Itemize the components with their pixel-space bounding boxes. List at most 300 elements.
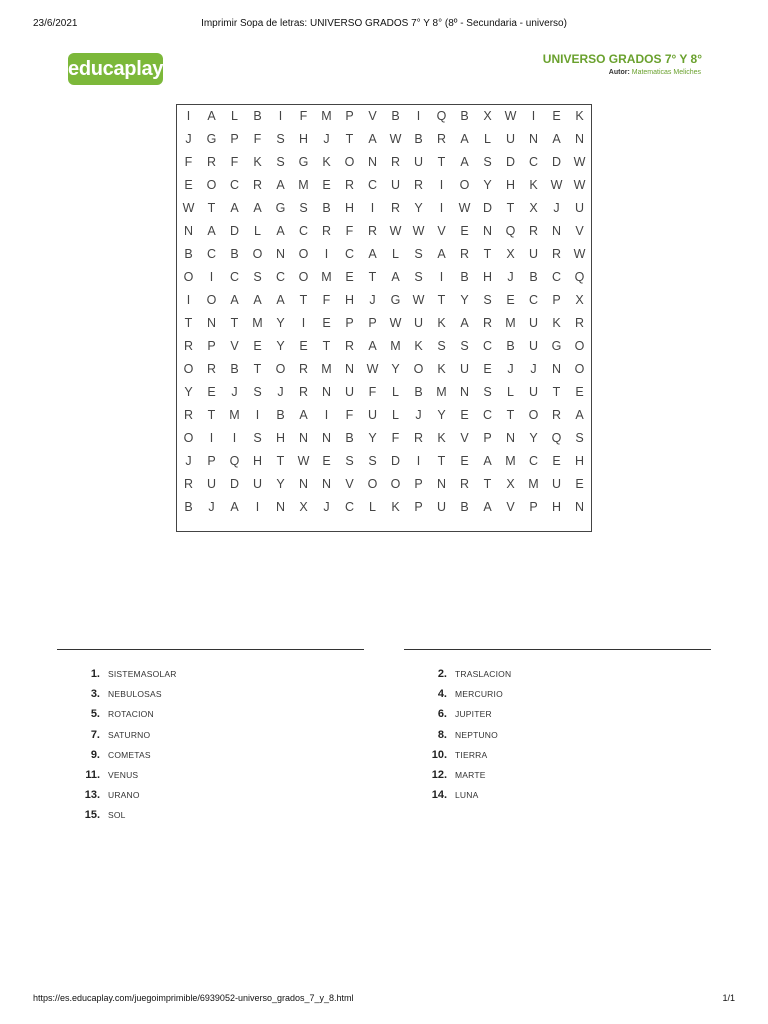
grid-cell: O [574,339,585,353]
grid-cell: T [506,201,515,215]
grid-cell: C [528,293,539,307]
grid-cell: M [321,270,332,284]
grid-cell: R [390,201,401,215]
grid-cell: A [276,224,285,238]
grid-cell: P [483,431,492,445]
grid-cell: B [460,500,469,514]
grid-cell: B [253,109,262,123]
grid-cell: Q [229,454,240,468]
grid-cell: O [275,362,286,376]
grid-cell: H [574,454,585,468]
grid-cell: T [207,408,216,422]
grid-cell: O [459,178,470,192]
word-number: 8. [437,728,447,741]
grid-cell: N [298,477,309,491]
grid-cell: D [229,477,240,491]
grid-cell: F [391,431,400,445]
grid-cell: V [230,339,239,353]
grid-cell: A [299,408,308,422]
grid-cell: G [551,339,562,353]
grid-cell: F [345,224,354,238]
grid-cell: N [574,132,585,146]
grid-cell: U [436,500,447,514]
word-number: 12. [431,769,447,781]
author-name[interactable]: Matematicas Meliches [631,69,701,76]
grid-cell: F [345,408,354,422]
grid-cell: N [551,362,562,376]
grid-cell: A [207,109,216,123]
grid-cell: I [370,201,375,215]
grid-cell: E [322,454,331,468]
grid-cell: J [507,362,514,376]
grid-cell: W [550,178,563,192]
grid-cell: W [573,178,586,192]
word-search-grid [176,104,592,532]
grid-cell: U [252,477,263,491]
grid-cell: S [299,201,308,215]
grid-cell: S [253,385,262,399]
grid-cell: R [344,339,355,353]
grid-cell: M [252,316,263,330]
grid-cell: K [437,362,446,376]
grid-cell: E [207,385,216,399]
grid-cell: O [344,155,355,169]
grid-cell: L [507,385,514,399]
grid-cell: O [183,270,194,284]
grid-cell: T [322,339,331,353]
grid-cell: R [551,247,562,261]
grid-cell: W [504,109,517,123]
grid-cell: S [345,454,354,468]
grid-cell: J [369,293,376,307]
grid-cell: O [528,408,539,422]
grid-cell: R [344,178,355,192]
grid-cell: H [482,270,493,284]
grid-cell: B [345,431,354,445]
grid-cell: E [552,454,561,468]
grid-cell: T [437,293,446,307]
grid-cell: M [321,362,332,376]
grid-cell: T [368,270,377,284]
print-title: Imprimir Sopa de letras: UNIVERSO GRADOS 7° Y 8° (8º - Secundaria - universo) [201,18,567,29]
print-date: 23/6/2021 [33,18,78,29]
grid-cell: Y [529,431,538,445]
grid-cell: U [413,155,424,169]
grid-cell: B [230,247,239,261]
grid-cell: V [460,431,469,445]
grid-cell: J [553,201,560,215]
grid-cell: M [390,339,401,353]
grid-cell: R [459,477,470,491]
word-label: NEPTUNO [455,729,498,740]
grid-cell: P [414,500,423,514]
grid-cell: P [230,132,239,146]
grid-cell: B [414,385,423,399]
grid-cell: X [575,293,584,307]
grid-cell: S [276,132,285,146]
grid-cell: P [552,293,561,307]
grid-cell: K [322,155,331,169]
word-number: 15. [84,809,100,822]
grid-cell: R [183,339,194,353]
word-number: 4. [437,688,447,701]
grid-cell: M [298,178,309,192]
grid-cell: E [299,339,308,353]
grid-cell: C [551,270,562,284]
grid-cell: J [415,408,422,422]
grid-cell: E [483,362,492,376]
grid-cell: R [482,316,493,330]
grid-cell: U [528,247,539,261]
grid-cell: R [436,132,447,146]
grid-cell: Q [574,270,585,284]
grid-cell: N [321,477,332,491]
divider-right [404,649,711,650]
grid-cell: R [298,385,309,399]
grid-cell: I [278,109,283,123]
grid-cell: P [207,454,216,468]
grid-cell: B [529,270,538,284]
grid-cell: L [369,500,376,514]
grid-cell: H [551,500,562,514]
grid-cell: U [528,339,539,353]
grid-cell: C [229,178,240,192]
grid-cell: E [575,477,584,491]
grid-cell: Y [414,201,423,215]
grid-cell: W [389,224,402,238]
grid-cell: Q [551,431,562,445]
grid-cell: C [528,155,539,169]
grid-cell: Y [437,408,446,422]
grid-cell: W [573,155,586,169]
grid-cell: V [345,477,354,491]
grid-cell: I [186,109,191,123]
grid-cell: B [184,500,193,514]
grid-cell: A [230,500,239,514]
grid-cell: Y [391,362,400,376]
word-number: 14. [431,789,447,802]
word-number: 13. [84,789,100,802]
grid-cell: N [367,155,378,169]
grid-cell: A [368,247,377,261]
grid-cell: X [506,477,515,491]
divider-left [57,649,364,650]
grid-cell: F [230,155,239,169]
grid-cell: E [460,454,469,468]
grid-cell: L [254,224,261,238]
grid-cell: Y [483,178,492,192]
word-number: 6. [437,708,447,721]
grid-cell: H [505,178,516,192]
grid-cell: E [552,109,561,123]
grid-cell: F [184,155,193,169]
grid-cell: Y [276,477,285,491]
grid-cell: U [505,132,516,146]
grid-cell: M [505,454,516,468]
grid-cell: J [185,454,192,468]
grid-cell: T [230,316,239,330]
grid-cell: T [299,293,308,307]
grid-cell: R [183,408,194,422]
grid-cell: D [551,155,562,169]
grid-cell: A [483,454,492,468]
grid-cell: M [321,109,332,123]
grid-cell: A [437,247,446,261]
grid-cell: M [528,477,539,491]
grid-cell: L [392,408,399,422]
grid-cell: N [574,500,585,514]
grid-cell: B [230,362,239,376]
grid-cell: C [367,178,378,192]
grid-cell: U [551,477,562,491]
grid-cell: P [345,109,354,123]
word-number: 9. [90,748,100,761]
grid-cell: P [368,316,377,330]
grid-cell: A [460,316,469,330]
word-label: NEBULOSAS [108,689,162,700]
grid-cell: G [206,132,217,146]
grid-cell: M [229,408,240,422]
grid-cell: I [416,109,421,123]
grid-cell: D [229,224,240,238]
grid-cell: Q [505,224,516,238]
grid-cell: E [506,293,515,307]
grid-cell: K [414,339,423,353]
footer-url: https://es.educaplay.com/juegoimprimible/6939052-universo_grados_7_y_8.html [33,993,354,1003]
grid-cell: T [506,408,515,422]
grid-cell: J [530,362,537,376]
grid-cell: O [574,362,585,376]
grid-cell: J [323,500,330,514]
word-label: URANO [108,790,140,801]
word-number: 10. [431,748,447,761]
grid-cell: I [209,431,214,445]
grid-cell: I [186,293,191,307]
grid-cell: O [206,178,217,192]
grid-cell: I [531,109,536,123]
grid-cell: U [390,178,401,192]
grid-cell: K [575,109,584,123]
grid-cell: Y [184,385,193,399]
game-title: UNIVERSO GRADOS 7° Y 8° [542,52,702,66]
grid-cell: P [414,477,423,491]
grid-cell: E [322,316,331,330]
grid-cell: N [275,500,286,514]
grid-cell: D [505,155,516,169]
word-label: TRASLACION [455,669,512,679]
word-label: COMETAS [108,749,151,760]
grid-cell: N [275,247,286,261]
word-number: 1. [90,668,100,680]
grid-cell: X [529,201,538,215]
grid-cell: W [573,247,586,261]
grid-cell: R [321,224,332,238]
grid-cell: W [366,362,379,376]
grid-cell: T [276,454,285,468]
grid-cell: B [276,408,285,422]
word-label: LUNA [455,790,479,801]
grid-cell: I [301,316,306,330]
grid-cell: I [439,178,444,192]
grid-cell: N [528,132,539,146]
grid-cell: A [391,270,400,284]
word-number: 3. [90,688,100,701]
grid-cell: S [483,385,492,399]
educaplay-logo[interactable]: educaplay [68,53,163,85]
grid-cell: V [575,224,584,238]
grid-cell: N [482,224,493,238]
grid-cell: S [253,431,262,445]
grid-cell: N [344,362,355,376]
word-label: SOL [108,810,126,821]
grid-cell: I [209,270,214,284]
grid-cell: X [299,500,308,514]
grid-cell: I [416,454,421,468]
grid-cell: U [413,316,424,330]
grid-cell: B [184,247,193,261]
grid-cell: A [460,155,469,169]
grid-cell: C [206,247,217,261]
grid-cell: P [529,500,538,514]
grid-cell: O [183,431,194,445]
grid-cell: A [575,408,584,422]
grid-cell: H [298,132,309,146]
grid-cell: M [505,316,516,330]
grid-cell: A [552,132,561,146]
grid-cell: O [252,247,263,261]
grid-cell: W [182,201,195,215]
grid-cell: S [368,454,377,468]
grid-cell: R [206,155,217,169]
grid-cell: K [437,316,446,330]
grid-cell: A [460,132,469,146]
grid-cell: A [483,500,492,514]
grid-cell: T [345,132,354,146]
grid-cell: S [253,270,262,284]
grid-cell: U [528,385,539,399]
author-line [609,69,701,76]
grid-cell: W [297,454,310,468]
footer-page-number: 1/1 [722,993,735,1003]
grid-cell: E [345,270,354,284]
grid-cell: A [276,178,285,192]
grid-cell: T [483,477,492,491]
grid-cell: B [460,109,469,123]
grid-cell: H [344,293,355,307]
grid-cell: N [183,224,194,238]
grid-cell: S [483,155,492,169]
grid-cell: Y [276,339,285,353]
grid-cell: S [414,270,423,284]
grid-cell: X [506,247,515,261]
grid-cell: R [252,178,263,192]
grid-cell: F [253,132,262,146]
grid-cell: L [484,132,491,146]
grid-cell: O [413,362,424,376]
grid-cell: J [277,385,284,399]
grid-cell: G [390,293,401,307]
word-number: 11. [85,769,100,781]
grid-cell: W [389,316,402,330]
grid-cell: J [231,385,238,399]
grid-cell: U [367,408,378,422]
grid-cell: G [298,155,309,169]
grid-cell: B [322,201,331,215]
grid-cell: K [437,431,446,445]
grid-cell: R [459,247,470,261]
grid-cell: I [232,431,237,445]
grid-cell: P [207,339,216,353]
grid-cell: D [482,201,493,215]
grid-cell: W [458,201,471,215]
grid-cell: U [459,362,470,376]
grid-cell: B [460,270,469,284]
grid-cell: K [253,155,262,169]
word-number: 7. [90,728,100,741]
grid-cell: E [460,408,469,422]
grid-cell: F [299,109,308,123]
grid-cell: Y [460,293,469,307]
grid-cell: I [324,247,329,261]
grid-cell: U [528,316,539,330]
grid-cell: V [437,224,446,238]
grid-cell: T [437,454,446,468]
grid-cell: J [323,132,330,146]
grid-cell: T [437,155,446,169]
grid-cell: R [390,155,401,169]
word-number: 5. [90,708,100,721]
grid-cell: O [206,293,217,307]
word-label: SISTEMASOLAR [108,669,177,679]
grid-cell: C [298,224,309,238]
grid-cell: H [344,201,355,215]
grid-cell: I [439,270,444,284]
word-label: VENUS [108,770,139,780]
grid-cell: G [275,201,286,215]
grid-cell: F [368,385,377,399]
grid-cell: A [230,201,239,215]
grid-cell: B [506,339,515,353]
grid-cell: A [368,339,377,353]
grid-cell: T [184,316,193,330]
grid-cell: I [439,201,444,215]
grid-cell: Y [276,316,285,330]
grid-cell: I [255,500,260,514]
grid-cell: O [298,270,309,284]
grid-cell: K [529,178,538,192]
grid-cell: W [412,293,425,307]
grid-cell: R [574,316,585,330]
grid-cell: E [575,385,584,399]
grid-cell: M [436,385,447,399]
word-label: JUPITER [455,709,492,720]
grid-cell: W [412,224,425,238]
grid-cell: B [391,109,400,123]
grid-cell: R [413,178,424,192]
grid-cell: N [436,477,447,491]
grid-cell: O [183,362,194,376]
grid-cell: P [345,316,354,330]
grid-cell: A [253,201,262,215]
word-label: TIERRA [455,749,488,760]
word-label: MARTE [455,770,486,780]
grid-cell: N [298,431,309,445]
grid-cell: S [437,339,446,353]
grid-cell: R [298,362,309,376]
grid-cell: N [459,385,470,399]
word-label: MERCURIO [455,689,503,700]
grid-cell: A [230,293,239,307]
